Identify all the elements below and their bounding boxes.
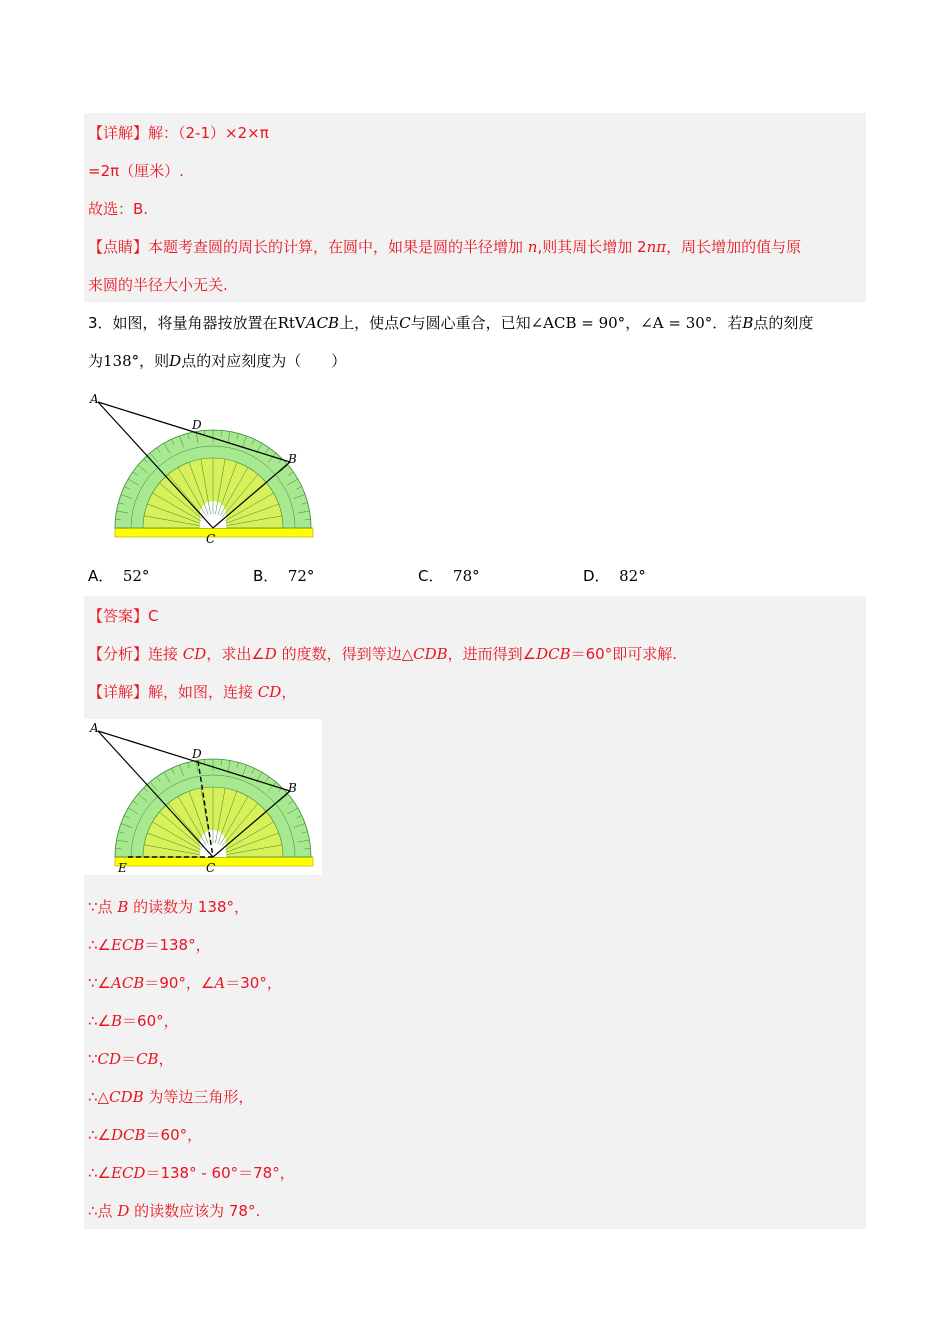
- rt-symbol: Rt: [277, 314, 295, 332]
- label-d: D: [192, 418, 202, 432]
- label-a-2: A: [90, 721, 99, 735]
- step-variable: D: [117, 1202, 130, 1220]
- step-text: ∴∠: [88, 1126, 111, 1144]
- step-variable: B: [117, 898, 129, 916]
- option-b[interactable]: [253, 566, 314, 586]
- label-b: B: [288, 452, 297, 466]
- solution-step: [88, 1011, 179, 1031]
- detail-tag: 【详解】: [88, 124, 149, 142]
- detail-text-a: 解，如图，连接: [148, 683, 258, 701]
- option-a[interactable]: [88, 566, 149, 586]
- protractor-figure-1: [88, 392, 318, 547]
- solution-step: [88, 935, 211, 955]
- label-b-2: B: [288, 781, 297, 795]
- result-line: [88, 161, 184, 181]
- analysis-text-e: ，进而得到∠: [447, 645, 537, 663]
- step-variable: CB: [136, 1050, 159, 1068]
- step-text: ＝90°，∠: [144, 974, 215, 992]
- step-variable: ECD: [111, 1164, 146, 1182]
- option-d[interactable]: [583, 566, 646, 586]
- var-cd-detail: CD: [257, 683, 282, 701]
- analysis-line: [88, 644, 677, 664]
- step-text: ∴∠: [88, 936, 111, 954]
- var-c: C: [399, 314, 411, 332]
- option-b-value: 72°: [287, 567, 315, 585]
- step-text: ∵∠: [88, 974, 111, 992]
- question-text-f: 为: [88, 352, 104, 370]
- step-text: ∴∠: [88, 1164, 111, 1182]
- choice-text: 故选：B.: [88, 200, 149, 218]
- question-number: 3．: [88, 314, 113, 332]
- step-variable: A: [214, 974, 226, 992]
- angle-a: ∠A = 30°: [640, 314, 713, 332]
- option-a-value: 52°: [122, 567, 150, 585]
- option-c-letter: C．: [418, 567, 444, 585]
- step-variable: CDB: [109, 1088, 144, 1106]
- step-variable: B: [111, 1012, 123, 1030]
- detail-tag-2: 【详解】: [88, 683, 149, 701]
- comment-text-b: ,则其周长增加 2: [537, 238, 647, 256]
- step-text: ，: [158, 1050, 174, 1068]
- angle-acb: ∠ACB = 90°: [530, 314, 626, 332]
- analysis-text-c: 的度数，得到等边△: [276, 645, 414, 663]
- var-d-analysis: D: [264, 645, 277, 663]
- comment-text-c: ，周长增加的值与原: [666, 238, 802, 256]
- comment-text-d: 来圆的半径大小无关.: [88, 276, 228, 294]
- choice-line: [88, 199, 148, 219]
- comment-line-2: [88, 275, 228, 295]
- step-text: 的读数应该为 78°.: [129, 1202, 261, 1220]
- question-text-h: 点的对应刻度为（ ）: [181, 352, 347, 370]
- detail-text: 解：（2-1）×2×π: [148, 124, 269, 142]
- step-text: 的读数为 138°，: [128, 898, 250, 916]
- label-e-2: E: [118, 861, 127, 875]
- comment-text-a: 本题考查圆的周长的计算，在圆中，如果是圆的半径增加: [148, 238, 528, 256]
- var-b: B: [742, 314, 754, 332]
- step-variable: ACB: [111, 974, 145, 992]
- analysis-tag: 【分析】: [88, 645, 149, 663]
- step-text: ∴∠: [88, 1012, 111, 1030]
- var-cd: CD: [182, 645, 207, 663]
- var-dcb: DCB: [536, 645, 571, 663]
- answer-line: [88, 606, 159, 626]
- step-text: ＝30°，: [225, 974, 282, 992]
- degree-138: 138°: [103, 352, 140, 370]
- analysis-text-b: ，求出∠: [206, 645, 265, 663]
- solution-step: [88, 1201, 260, 1221]
- option-d-letter: D．: [583, 567, 610, 585]
- option-c-value: 78°: [453, 567, 480, 585]
- question-line-2: [88, 351, 346, 371]
- protractor-figure-2: [88, 719, 320, 875]
- step-text: ∵: [88, 1050, 98, 1068]
- comment-tag: 【点睛】: [88, 238, 149, 256]
- solution-step: [88, 1087, 253, 1107]
- question-text-c: 与圆心重合，已知: [410, 314, 531, 332]
- var-npi: nπ: [646, 238, 667, 256]
- step-variable: DCB: [111, 1126, 146, 1144]
- step-text: ＝60°，: [145, 1126, 203, 1144]
- step-text: ＝60°，: [122, 1012, 179, 1030]
- step-text: ＝138°，: [144, 936, 211, 954]
- answer-tag: 【答案】: [88, 607, 149, 625]
- solution-step: [88, 1163, 295, 1183]
- detail-line-2: [88, 682, 296, 702]
- var-cdb: CDB: [413, 645, 448, 663]
- comma: ，: [625, 314, 641, 332]
- var-acb: ACB: [305, 314, 340, 332]
- solution-step: [88, 897, 249, 917]
- step-variable: ECB: [111, 936, 145, 954]
- label-a: A: [90, 392, 99, 406]
- solution-step: [88, 1049, 174, 1069]
- question-text-g: ，则: [139, 352, 170, 370]
- option-d-value: 82°: [619, 567, 646, 585]
- option-a-letter: A．: [88, 567, 114, 585]
- result-text: =2π（厘米）.: [88, 162, 184, 180]
- answer-value: C: [148, 607, 159, 625]
- step-variable: CD: [97, 1050, 122, 1068]
- label-c: C: [206, 532, 216, 546]
- step-text: ∴点: [88, 1202, 118, 1220]
- analysis-text-a: 连接: [148, 645, 183, 663]
- question-text-b: 上，使点: [339, 314, 400, 332]
- step-text: ＝138° - 60°＝78°，: [145, 1164, 295, 1182]
- var-d: D: [169, 352, 182, 370]
- solution-step: [88, 973, 282, 993]
- label-c-2: C: [206, 861, 216, 875]
- var-n: n: [527, 238, 538, 256]
- question-text-e: 点的刻度: [753, 314, 814, 332]
- question-line-1: [88, 313, 813, 333]
- analysis-text-f: ＝60°即可求解.: [570, 645, 677, 663]
- detail-line: [88, 123, 269, 143]
- detail-text-b: ，: [281, 683, 297, 701]
- step-text: 为等边三角形，: [143, 1088, 254, 1106]
- question-text-a: 如图，将量角器按放置在: [112, 314, 278, 332]
- solution-step: [88, 1125, 202, 1145]
- comment-line: [88, 237, 801, 257]
- option-c[interactable]: [418, 566, 480, 586]
- option-b-letter: B．: [253, 567, 279, 585]
- step-text: ＝: [121, 1050, 137, 1068]
- step-text: ∴△: [88, 1088, 110, 1106]
- step-text: ∵点: [88, 898, 118, 916]
- label-d-2: D: [192, 747, 202, 761]
- question-text-d: ．若: [712, 314, 743, 332]
- triangle-symbol: V: [294, 314, 306, 332]
